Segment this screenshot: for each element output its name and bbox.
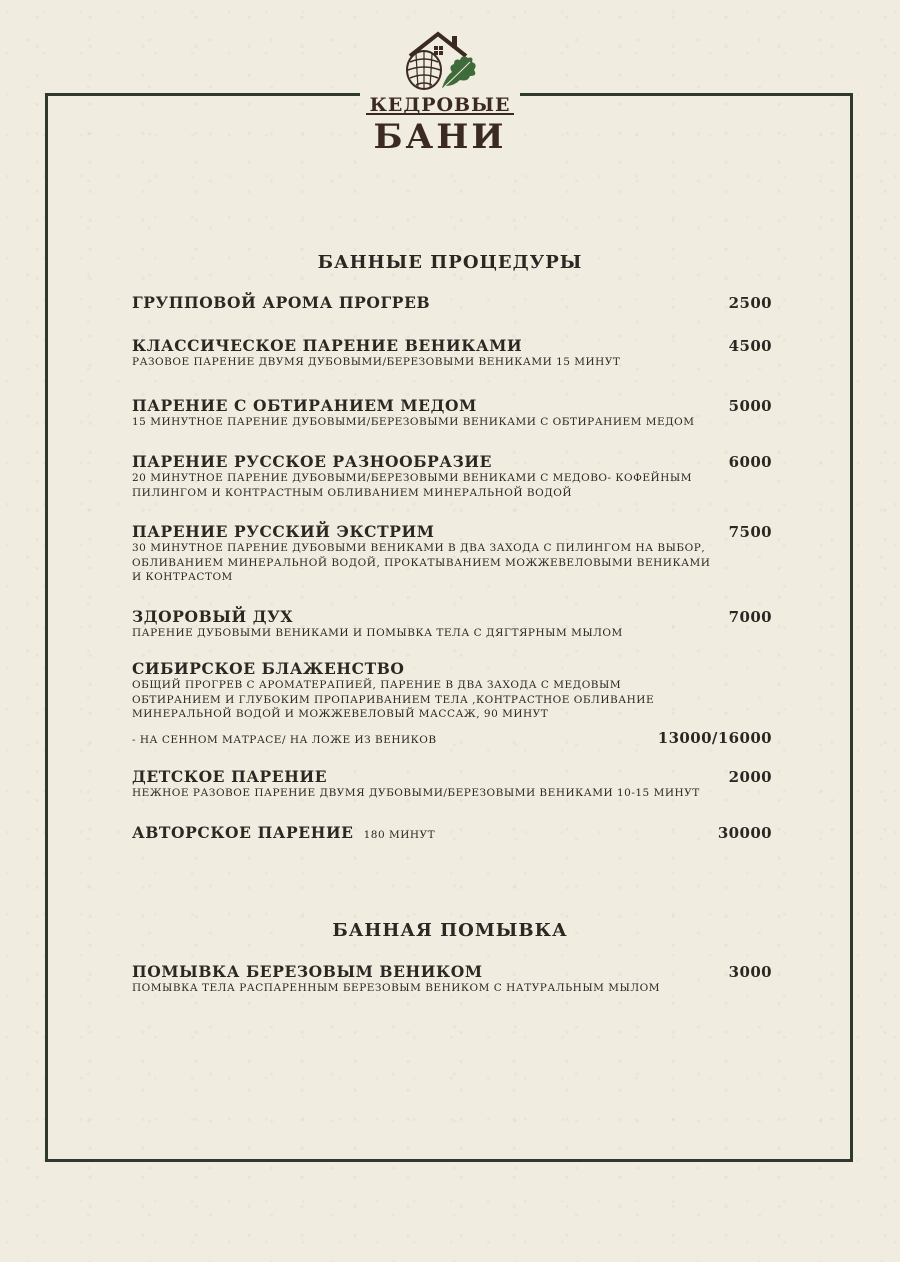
item-name: СИБИРСКОЕ БЛАЖЕНСТВО (132, 659, 405, 678)
item-name: ДЕТСКОЕ ПАРЕНИЕ (132, 767, 328, 786)
item-price: 6000 (728, 453, 772, 471)
item-price: 4500 (728, 337, 772, 355)
brand-name-line2: БАНИ (373, 117, 507, 157)
brand-name-line1: КЕДРОВЫЕ (369, 94, 511, 116)
item-price: 3000 (728, 963, 772, 981)
item-description: ПОМЫВКА ТЕЛА РАСПАРЕННЫМ БЕРЕЗОВЫМ ВЕНИКОМ С НАТУРАЛЬНЫМ МЫЛОМ (132, 982, 660, 994)
item-name: АВТОРСКОЕ ПАРЕНИЕ (132, 823, 354, 842)
item-name: ПАРЕНИЕ РУССКОЕ РАЗНООБРАЗИЕ (132, 452, 493, 471)
item-price: 2500 (728, 294, 772, 312)
item-description: ПАРЕНИЕ ДУБОВЫМИ ВЕНИКАМИ И ПОМЫВКА ТЕЛА С ДЯГТЯРНЫМ МЫЛОМ (132, 627, 623, 639)
item-note: 180 МИНУТ (363, 829, 436, 841)
menu-item (132, 962, 772, 996)
menu-item (132, 396, 772, 430)
menu-item (132, 823, 772, 842)
item-note: - НА СЕННОМ МАТРАСЕ/ НА ЛОЖЕ ИЗ ВЕНИКОВ (132, 733, 437, 746)
item-name: ПАРЕНИЕ С ОБТИРАНИЕМ МЕДОМ (132, 396, 477, 415)
item-price: 7500 (728, 523, 772, 541)
menu-item (132, 607, 772, 641)
item-name: ПОМЫВКА БЕРЕЗОВЫМ ВЕНИКОМ (132, 962, 483, 981)
menu-item (132, 659, 772, 747)
item-name: ГРУППОВОЙ АРОМА ПРОГРЕВ (132, 293, 431, 312)
item-price: 13000/16000 (657, 728, 772, 747)
section-title-bath-procedures: БАННЫЕ ПРОЦЕДУРЫ (317, 252, 583, 273)
item-price: 7000 (728, 608, 772, 626)
item-price: 30000 (717, 824, 772, 842)
menu-item (132, 293, 772, 312)
item-name: ПАРЕНИЕ РУССКИЙ ЭКСТРИМ (132, 522, 435, 541)
item-description: НЕЖНОЕ РАЗОВОЕ ПАРЕНИЕ ДВУМЯ ДУБОВЫМИ/БЕРЕЗОВЫМИ ВЕНИКАМИ 10-15 МИНУТ (132, 787, 700, 799)
item-description: РАЗОВОЕ ПАРЕНИЕ ДВУМЯ ДУБОВЫМИ/БЕРЕЗОВЫМИ ВЕНИКАМИ 15 МИНУТ (132, 356, 621, 368)
menu-item (132, 452, 772, 500)
item-description: 30 МИНУТНОЕ ПАРЕНИЕ ДУБОВЫМИ ВЕНИКАМИ В ДВА ЗАХОДА С ПИЛИНГОМ НА ВЫБОР, ОБЛИВАНИЕМ МИНЕРАЛЬНОЙ ВОДОЙ, ПРОКАТЫВАНИЕМ МОЖЖЕВЕЛОВЫМИ ВЕНИКАМИ И КОНТРАСТОМ (132, 542, 711, 583)
item-price: 2000 (728, 768, 772, 786)
item-description: 15 МИНУТНОЕ ПАРЕНИЕ ДУБОВЫМИ/БЕРЕЗОВЫМИ ВЕНИКАМИ С ОБТИРАНИЕМ МЕДОМ (132, 416, 695, 428)
menu-item (132, 336, 772, 370)
logo (360, 20, 520, 170)
item-description: ОБЩИЙ ПРОГРЕВ С АРОМАТЕРАПИЕЙ, ПАРЕНИЕ В ДВА ЗАХОДА С МЕДОВЫМ ОБТИРАНИЕМ И ГЛУБОКИМ ПРОПАРИВАНИЕМ ТЕЛА ,КОНТРАСТНОЕ ОБЛИВАНИЕ МИНЕРАЛЬНОЙ ВОДОЙ И МОЖЖЕВЕЛОВЫЙ МАССАЖ, 90 МИНУТ (132, 679, 655, 720)
cedar-house-logo-icon (390, 26, 490, 92)
section-title-bath-washing: БАННАЯ ПОМЫВКА (332, 920, 568, 941)
menu-item (132, 767, 772, 801)
item-description: 20 МИНУТНОЕ ПАРЕНИЕ ДУБОВЫМИ/БЕРЕЗОВЫМИ ВЕНИКАМИ С МЕДОВО- КОФЕЙНЫМ ПИЛИНГОМ И КОНТРАСТНЫМ ОБЛИВАНИЕМ МИНЕРАЛЬНОЙ ВОДОЙ (132, 472, 692, 499)
item-name: ЗДОРОВЫЙ ДУХ (132, 607, 293, 626)
menu-item (132, 522, 772, 585)
item-name: КЛАССИЧЕСКОЕ ПАРЕНИЕ ВЕНИКАМИ (132, 336, 523, 355)
item-price: 5000 (728, 397, 772, 415)
